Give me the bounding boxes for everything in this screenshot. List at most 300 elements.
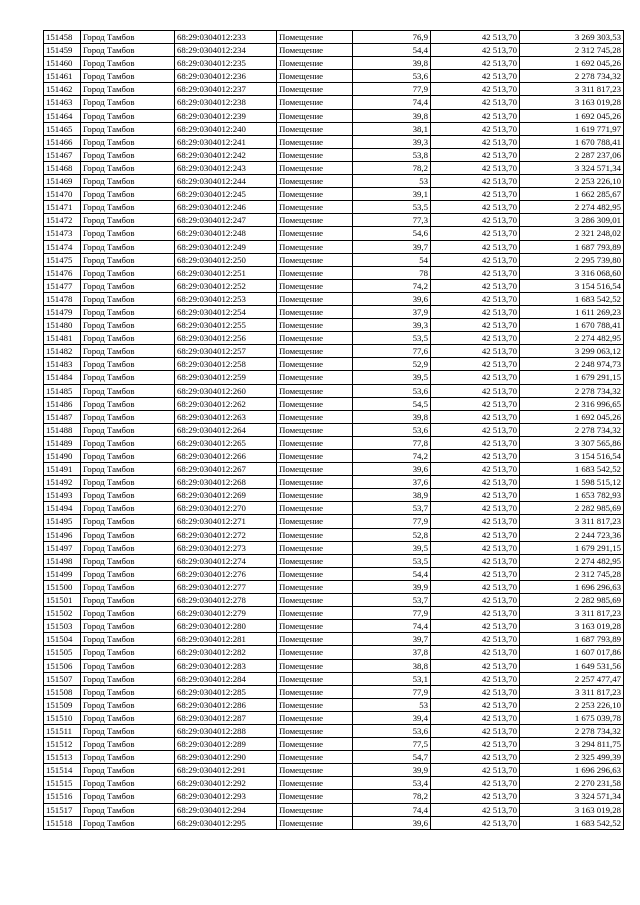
table-row: [44, 554, 624, 567]
row-number-cell: 151500: [44, 580, 81, 593]
cadastral-number-cell: 68:29:0304012:291: [175, 764, 277, 777]
city-cell: Город Тамбов: [81, 240, 175, 253]
row-number-cell: 151494: [44, 502, 81, 515]
table-row: [44, 803, 624, 816]
table-row: [44, 122, 624, 135]
table-row: [44, 44, 624, 57]
object-type-cell: Помещение: [277, 332, 353, 345]
object-type-cell: Помещение: [277, 397, 353, 410]
table-row: [44, 751, 624, 764]
city-cell: Город Тамбов: [81, 580, 175, 593]
table-row: [44, 738, 624, 751]
cadastral-number-cell: 68:29:0304012:288: [175, 724, 277, 737]
cadastral-number-cell: 68:29:0304012:257: [175, 345, 277, 358]
cadastral-number-cell: 68:29:0304012:274: [175, 554, 277, 567]
object-type-cell: Помещение: [277, 528, 353, 541]
row-number-cell: 151484: [44, 371, 81, 384]
cadastral-number-cell: 68:29:0304012:279: [175, 607, 277, 620]
table-row: [44, 31, 624, 44]
table-row: [44, 567, 624, 580]
table-row: [44, 672, 624, 685]
city-cell: Город Тамбов: [81, 96, 175, 109]
city-cell: Город Тамбов: [81, 122, 175, 135]
row-number-cell: 151459: [44, 44, 81, 57]
cadastral-value-cell: 2 278 734,32: [520, 70, 624, 83]
area-cell: 39,3: [353, 135, 431, 148]
area-cell: 39,6: [353, 816, 431, 829]
row-number-cell: 151511: [44, 724, 81, 737]
cadastral-value-cell: 2 270 231,58: [520, 777, 624, 790]
unit-value-cell: 42 513,70: [431, 659, 520, 672]
cadastral-number-cell: 68:29:0304012:243: [175, 161, 277, 174]
area-cell: 78,2: [353, 161, 431, 174]
table-row: [44, 358, 624, 371]
object-type-cell: Помещение: [277, 685, 353, 698]
row-number-cell: 151503: [44, 620, 81, 633]
object-type-cell: Помещение: [277, 83, 353, 96]
area-cell: 37,8: [353, 646, 431, 659]
cadastral-value-cell: 3 307 565,86: [520, 436, 624, 449]
city-cell: Город Тамбов: [81, 659, 175, 672]
cadastral-value-cell: 2 321 248,02: [520, 227, 624, 240]
cadastral-number-cell: 68:29:0304012:263: [175, 410, 277, 423]
cadastral-value-cell: 2 282 985,69: [520, 502, 624, 515]
table-row: [44, 279, 624, 292]
object-type-cell: Помещение: [277, 384, 353, 397]
unit-value-cell: 42 513,70: [431, 554, 520, 567]
area-cell: 53: [353, 175, 431, 188]
area-cell: 53,5: [353, 332, 431, 345]
city-cell: Город Тамбов: [81, 711, 175, 724]
cadastral-value-cell: 1 653 782,93: [520, 489, 624, 502]
object-type-cell: Помещение: [277, 96, 353, 109]
cadastral-number-cell: 68:29:0304012:273: [175, 541, 277, 554]
object-type-cell: Помещение: [277, 803, 353, 816]
unit-value-cell: 42 513,70: [431, 266, 520, 279]
city-cell: Город Тамбов: [81, 423, 175, 436]
cadastral-value-cell: 3 324 571,34: [520, 790, 624, 803]
cadastral-number-cell: 68:29:0304012:284: [175, 672, 277, 685]
unit-value-cell: 42 513,70: [431, 463, 520, 476]
city-cell: Город Тамбов: [81, 594, 175, 607]
city-cell: Город Тамбов: [81, 31, 175, 44]
area-cell: 53,6: [353, 384, 431, 397]
area-cell: 39,9: [353, 580, 431, 593]
row-number-cell: 151472: [44, 214, 81, 227]
city-cell: Город Тамбов: [81, 803, 175, 816]
object-type-cell: Помещение: [277, 240, 353, 253]
row-number-cell: 151465: [44, 122, 81, 135]
cadastral-number-cell: 68:29:0304012:245: [175, 188, 277, 201]
unit-value-cell: 42 513,70: [431, 698, 520, 711]
cadastral-number-cell: 68:29:0304012:253: [175, 292, 277, 305]
row-number-cell: 151485: [44, 384, 81, 397]
row-number-cell: 151471: [44, 201, 81, 214]
table-row: [44, 266, 624, 279]
city-cell: Город Тамбов: [81, 463, 175, 476]
cadastral-number-cell: 68:29:0304012:278: [175, 594, 277, 607]
cadastral-value-cell: 2 295 739,80: [520, 253, 624, 266]
cadastral-number-cell: 68:29:0304012:250: [175, 253, 277, 266]
cadastral-value-cell: 3 163 019,28: [520, 620, 624, 633]
table-row: [44, 96, 624, 109]
area-cell: 39,8: [353, 109, 431, 122]
table-row: [44, 646, 624, 659]
area-cell: 53,8: [353, 148, 431, 161]
city-cell: Город Тамбов: [81, 777, 175, 790]
object-type-cell: Помещение: [277, 175, 353, 188]
unit-value-cell: 42 513,70: [431, 214, 520, 227]
unit-value-cell: 42 513,70: [431, 70, 520, 83]
city-cell: Город Тамбов: [81, 135, 175, 148]
table-row: [44, 436, 624, 449]
row-number-cell: 151461: [44, 70, 81, 83]
cadastral-value-cell: 1 611 269,23: [520, 305, 624, 318]
area-cell: 77,9: [353, 83, 431, 96]
cadastral-value-cell: 2 244 723,36: [520, 528, 624, 541]
table-row: [44, 319, 624, 332]
cadastral-value-cell: 1 598 515,12: [520, 476, 624, 489]
area-cell: 53,5: [353, 201, 431, 214]
cadastral-number-cell: 68:29:0304012:256: [175, 332, 277, 345]
unit-value-cell: 42 513,70: [431, 724, 520, 737]
unit-value-cell: 42 513,70: [431, 292, 520, 305]
cadastral-number-cell: 68:29:0304012:271: [175, 515, 277, 528]
cadastral-value-cell: 3 154 516,54: [520, 279, 624, 292]
cadastral-value-cell: 2 312 745,28: [520, 567, 624, 580]
unit-value-cell: 42 513,70: [431, 122, 520, 135]
unit-value-cell: 42 513,70: [431, 450, 520, 463]
city-cell: Город Тамбов: [81, 358, 175, 371]
area-cell: 53,6: [353, 724, 431, 737]
cadastral-number-cell: 68:29:0304012:259: [175, 371, 277, 384]
object-type-cell: Помещение: [277, 450, 353, 463]
cadastral-value-cell: 2 312 745,28: [520, 44, 624, 57]
city-cell: Город Тамбов: [81, 554, 175, 567]
city-cell: Город Тамбов: [81, 738, 175, 751]
object-type-cell: Помещение: [277, 764, 353, 777]
city-cell: Город Тамбов: [81, 44, 175, 57]
city-cell: Город Тамбов: [81, 279, 175, 292]
area-cell: 38,9: [353, 489, 431, 502]
city-cell: Город Тамбов: [81, 515, 175, 528]
area-cell: 54,5: [353, 397, 431, 410]
object-type-cell: Помещение: [277, 70, 353, 83]
table-row: [44, 240, 624, 253]
unit-value-cell: 42 513,70: [431, 502, 520, 515]
area-cell: 77,3: [353, 214, 431, 227]
area-cell: 74,4: [353, 96, 431, 109]
cadastral-number-cell: 68:29:0304012:286: [175, 698, 277, 711]
city-cell: Город Тамбов: [81, 266, 175, 279]
row-number-cell: 151504: [44, 633, 81, 646]
object-type-cell: Помещение: [277, 738, 353, 751]
unit-value-cell: 42 513,70: [431, 580, 520, 593]
cadastral-value-cell: 3 311 817,23: [520, 515, 624, 528]
area-cell: 39,8: [353, 57, 431, 70]
area-cell: 77,9: [353, 685, 431, 698]
unit-value-cell: 42 513,70: [431, 685, 520, 698]
city-cell: Город Тамбов: [81, 201, 175, 214]
unit-value-cell: 42 513,70: [431, 672, 520, 685]
table-row: [44, 227, 624, 240]
cadastral-value-cell: 3 316 068,60: [520, 266, 624, 279]
area-cell: 52,9: [353, 358, 431, 371]
table-row: [44, 148, 624, 161]
unit-value-cell: 42 513,70: [431, 528, 520, 541]
area-cell: 77,5: [353, 738, 431, 751]
object-type-cell: Помещение: [277, 148, 353, 161]
area-cell: 54: [353, 253, 431, 266]
cadastral-value-cell: 3 311 817,23: [520, 607, 624, 620]
unit-value-cell: 42 513,70: [431, 161, 520, 174]
city-cell: Город Тамбов: [81, 816, 175, 829]
object-type-cell: Помещение: [277, 554, 353, 567]
object-type-cell: Помещение: [277, 751, 353, 764]
object-type-cell: Помещение: [277, 292, 353, 305]
area-cell: 39,4: [353, 711, 431, 724]
row-number-cell: 151517: [44, 803, 81, 816]
cadastral-number-cell: 68:29:0304012:289: [175, 738, 277, 751]
area-cell: 39,5: [353, 371, 431, 384]
row-number-cell: 151518: [44, 816, 81, 829]
table-row: [44, 790, 624, 803]
table-row: [44, 607, 624, 620]
row-number-cell: 151488: [44, 423, 81, 436]
unit-value-cell: 42 513,70: [431, 803, 520, 816]
row-number-cell: 151509: [44, 698, 81, 711]
table-row: [44, 515, 624, 528]
row-number-cell: 151487: [44, 410, 81, 423]
cadastral-number-cell: 68:29:0304012:264: [175, 423, 277, 436]
object-type-cell: Помещение: [277, 436, 353, 449]
cadastral-number-cell: 68:29:0304012:240: [175, 122, 277, 135]
cadastral-number-cell: 68:29:0304012:234: [175, 44, 277, 57]
cadastral-value-cell: 3 311 817,23: [520, 83, 624, 96]
cadastral-number-cell: 68:29:0304012:241: [175, 135, 277, 148]
unit-value-cell: 42 513,70: [431, 515, 520, 528]
area-cell: 53,7: [353, 502, 431, 515]
cadastral-number-cell: 68:29:0304012:247: [175, 214, 277, 227]
city-cell: Город Тамбов: [81, 646, 175, 659]
cadastral-value-cell: 2 325 499,39: [520, 751, 624, 764]
row-number-cell: 151516: [44, 790, 81, 803]
object-type-cell: Помещение: [277, 345, 353, 358]
area-cell: 78,2: [353, 790, 431, 803]
city-cell: Город Тамбов: [81, 70, 175, 83]
row-number-cell: 151476: [44, 266, 81, 279]
object-type-cell: Помещение: [277, 607, 353, 620]
object-type-cell: Помещение: [277, 279, 353, 292]
object-type-cell: Помещение: [277, 567, 353, 580]
cadastral-value-cell: 1 649 531,56: [520, 659, 624, 672]
area-cell: 38,8: [353, 659, 431, 672]
cadastral-value-cell: 1 670 788,41: [520, 135, 624, 148]
cadastral-value-cell: 1 696 296,63: [520, 764, 624, 777]
cadastral-number-cell: 68:29:0304012:294: [175, 803, 277, 816]
area-cell: 77,9: [353, 607, 431, 620]
unit-value-cell: 42 513,70: [431, 345, 520, 358]
table-row: [44, 292, 624, 305]
row-number-cell: 151462: [44, 83, 81, 96]
cadastral-value-cell: 1 692 045,26: [520, 57, 624, 70]
table-row: [44, 580, 624, 593]
city-cell: Город Тамбов: [81, 410, 175, 423]
cadastral-value-cell: 1 683 542,52: [520, 463, 624, 476]
cadastral-number-cell: 68:29:0304012:252: [175, 279, 277, 292]
object-type-cell: Помещение: [277, 319, 353, 332]
table-row: [44, 161, 624, 174]
city-cell: Город Тамбов: [81, 633, 175, 646]
area-cell: 53,5: [353, 554, 431, 567]
object-type-cell: Помещение: [277, 423, 353, 436]
object-type-cell: Помещение: [277, 266, 353, 279]
city-cell: Город Тамбов: [81, 489, 175, 502]
cadastral-number-cell: 68:29:0304012:295: [175, 816, 277, 829]
row-number-cell: 151497: [44, 541, 81, 554]
row-number-cell: 151506: [44, 659, 81, 672]
city-cell: Город Тамбов: [81, 685, 175, 698]
table-row: [44, 659, 624, 672]
row-number-cell: 151512: [44, 738, 81, 751]
area-cell: 53,7: [353, 594, 431, 607]
unit-value-cell: 42 513,70: [431, 816, 520, 829]
object-type-cell: Помещение: [277, 777, 353, 790]
row-number-cell: 151491: [44, 463, 81, 476]
cadastral-number-cell: 68:29:0304012:285: [175, 685, 277, 698]
cadastral-number-cell: 68:29:0304012:265: [175, 436, 277, 449]
object-type-cell: Помещение: [277, 724, 353, 737]
unit-value-cell: 42 513,70: [431, 476, 520, 489]
row-number-cell: 151477: [44, 279, 81, 292]
cadastral-number-cell: 68:29:0304012:260: [175, 384, 277, 397]
unit-value-cell: 42 513,70: [431, 436, 520, 449]
unit-value-cell: 42 513,70: [431, 44, 520, 57]
cadastral-number-cell: 68:29:0304012:249: [175, 240, 277, 253]
area-cell: 54,6: [353, 227, 431, 240]
row-number-cell: 151510: [44, 711, 81, 724]
unit-value-cell: 42 513,70: [431, 279, 520, 292]
cadastral-value-cell: 3 311 817,23: [520, 685, 624, 698]
cadastral-value-cell: 2 274 482,95: [520, 332, 624, 345]
cadastral-number-cell: 68:29:0304012:251: [175, 266, 277, 279]
city-cell: Город Тамбов: [81, 57, 175, 70]
city-cell: Город Тамбов: [81, 436, 175, 449]
cadastral-number-cell: 68:29:0304012:283: [175, 659, 277, 672]
cadastral-number-cell: 68:29:0304012:281: [175, 633, 277, 646]
city-cell: Город Тамбов: [81, 528, 175, 541]
area-cell: 38,1: [353, 122, 431, 135]
object-type-cell: Помещение: [277, 214, 353, 227]
table-row: [44, 541, 624, 554]
unit-value-cell: 42 513,70: [431, 109, 520, 122]
cadastral-number-cell: 68:29:0304012:270: [175, 502, 277, 515]
object-type-cell: Помещение: [277, 227, 353, 240]
cadastral-value-cell: 2 274 482,95: [520, 554, 624, 567]
cadastral-number-cell: 68:29:0304012:254: [175, 305, 277, 318]
cadastral-number-cell: 68:29:0304012:239: [175, 109, 277, 122]
table-row: [44, 83, 624, 96]
cadastral-number-cell: 68:29:0304012:280: [175, 620, 277, 633]
cadastral-number-cell: 68:29:0304012:236: [175, 70, 277, 83]
cadastral-value-cell: 3 324 571,34: [520, 161, 624, 174]
cadastral-value-cell: 2 257 477,47: [520, 672, 624, 685]
cadastral-value-cell: 1 675 039,78: [520, 711, 624, 724]
cadastral-number-cell: 68:29:0304012:238: [175, 96, 277, 109]
area-cell: 77,6: [353, 345, 431, 358]
unit-value-cell: 42 513,70: [431, 607, 520, 620]
area-cell: 39,9: [353, 764, 431, 777]
row-number-cell: 151496: [44, 528, 81, 541]
city-cell: Город Тамбов: [81, 292, 175, 305]
object-type-cell: Помещение: [277, 790, 353, 803]
table-row: [44, 463, 624, 476]
cadastral-value-cell: 3 154 516,54: [520, 450, 624, 463]
area-cell: 54,7: [353, 751, 431, 764]
object-type-cell: Помещение: [277, 253, 353, 266]
cadastral-value-cell: 2 278 734,32: [520, 724, 624, 737]
cadastral-number-cell: 68:29:0304012:269: [175, 489, 277, 502]
cadastral-value-cell: 3 163 019,28: [520, 803, 624, 816]
table-row: [44, 633, 624, 646]
cadastral-value-cell: 1 670 788,41: [520, 319, 624, 332]
cadastral-value-cell: 1 692 045,26: [520, 410, 624, 423]
cadastral-value-cell: 1 692 045,26: [520, 109, 624, 122]
table-row: [44, 397, 624, 410]
cadastral-value-cell: 2 274 482,95: [520, 201, 624, 214]
cadastral-value-cell: 2 316 996,65: [520, 397, 624, 410]
city-cell: Город Тамбов: [81, 332, 175, 345]
table-row: [44, 371, 624, 384]
cadastral-number-cell: 68:29:0304012:262: [175, 397, 277, 410]
table-row: [44, 777, 624, 790]
city-cell: Город Тамбов: [81, 450, 175, 463]
cadastral-value-cell: 3 163 019,28: [520, 96, 624, 109]
object-type-cell: Помещение: [277, 672, 353, 685]
cadastral-number-cell: 68:29:0304012:276: [175, 567, 277, 580]
cadastral-value-cell: 3 299 063,12: [520, 345, 624, 358]
cadastral-number-cell: 68:29:0304012:266: [175, 450, 277, 463]
area-cell: 78: [353, 266, 431, 279]
cadastral-number-cell: 68:29:0304012:267: [175, 463, 277, 476]
cadastral-number-cell: 68:29:0304012:277: [175, 580, 277, 593]
area-cell: 76,9: [353, 31, 431, 44]
object-type-cell: Помещение: [277, 541, 353, 554]
unit-value-cell: 42 513,70: [431, 175, 520, 188]
table-row: [44, 175, 624, 188]
row-number-cell: 151495: [44, 515, 81, 528]
row-number-cell: 151467: [44, 148, 81, 161]
unit-value-cell: 42 513,70: [431, 489, 520, 502]
object-type-cell: Помещение: [277, 580, 353, 593]
row-number-cell: 151482: [44, 345, 81, 358]
area-cell: 74,2: [353, 450, 431, 463]
area-cell: 39,8: [353, 410, 431, 423]
area-cell: 39,6: [353, 292, 431, 305]
unit-value-cell: 42 513,70: [431, 410, 520, 423]
city-cell: Город Тамбов: [81, 305, 175, 318]
unit-value-cell: 42 513,70: [431, 83, 520, 96]
object-type-cell: Помещение: [277, 646, 353, 659]
unit-value-cell: 42 513,70: [431, 201, 520, 214]
row-number-cell: 151515: [44, 777, 81, 790]
cadastral-value-cell: 1 696 296,63: [520, 580, 624, 593]
area-cell: 77,8: [353, 436, 431, 449]
unit-value-cell: 42 513,70: [431, 567, 520, 580]
table-row: [44, 528, 624, 541]
row-number-cell: 151489: [44, 436, 81, 449]
unit-value-cell: 42 513,70: [431, 764, 520, 777]
